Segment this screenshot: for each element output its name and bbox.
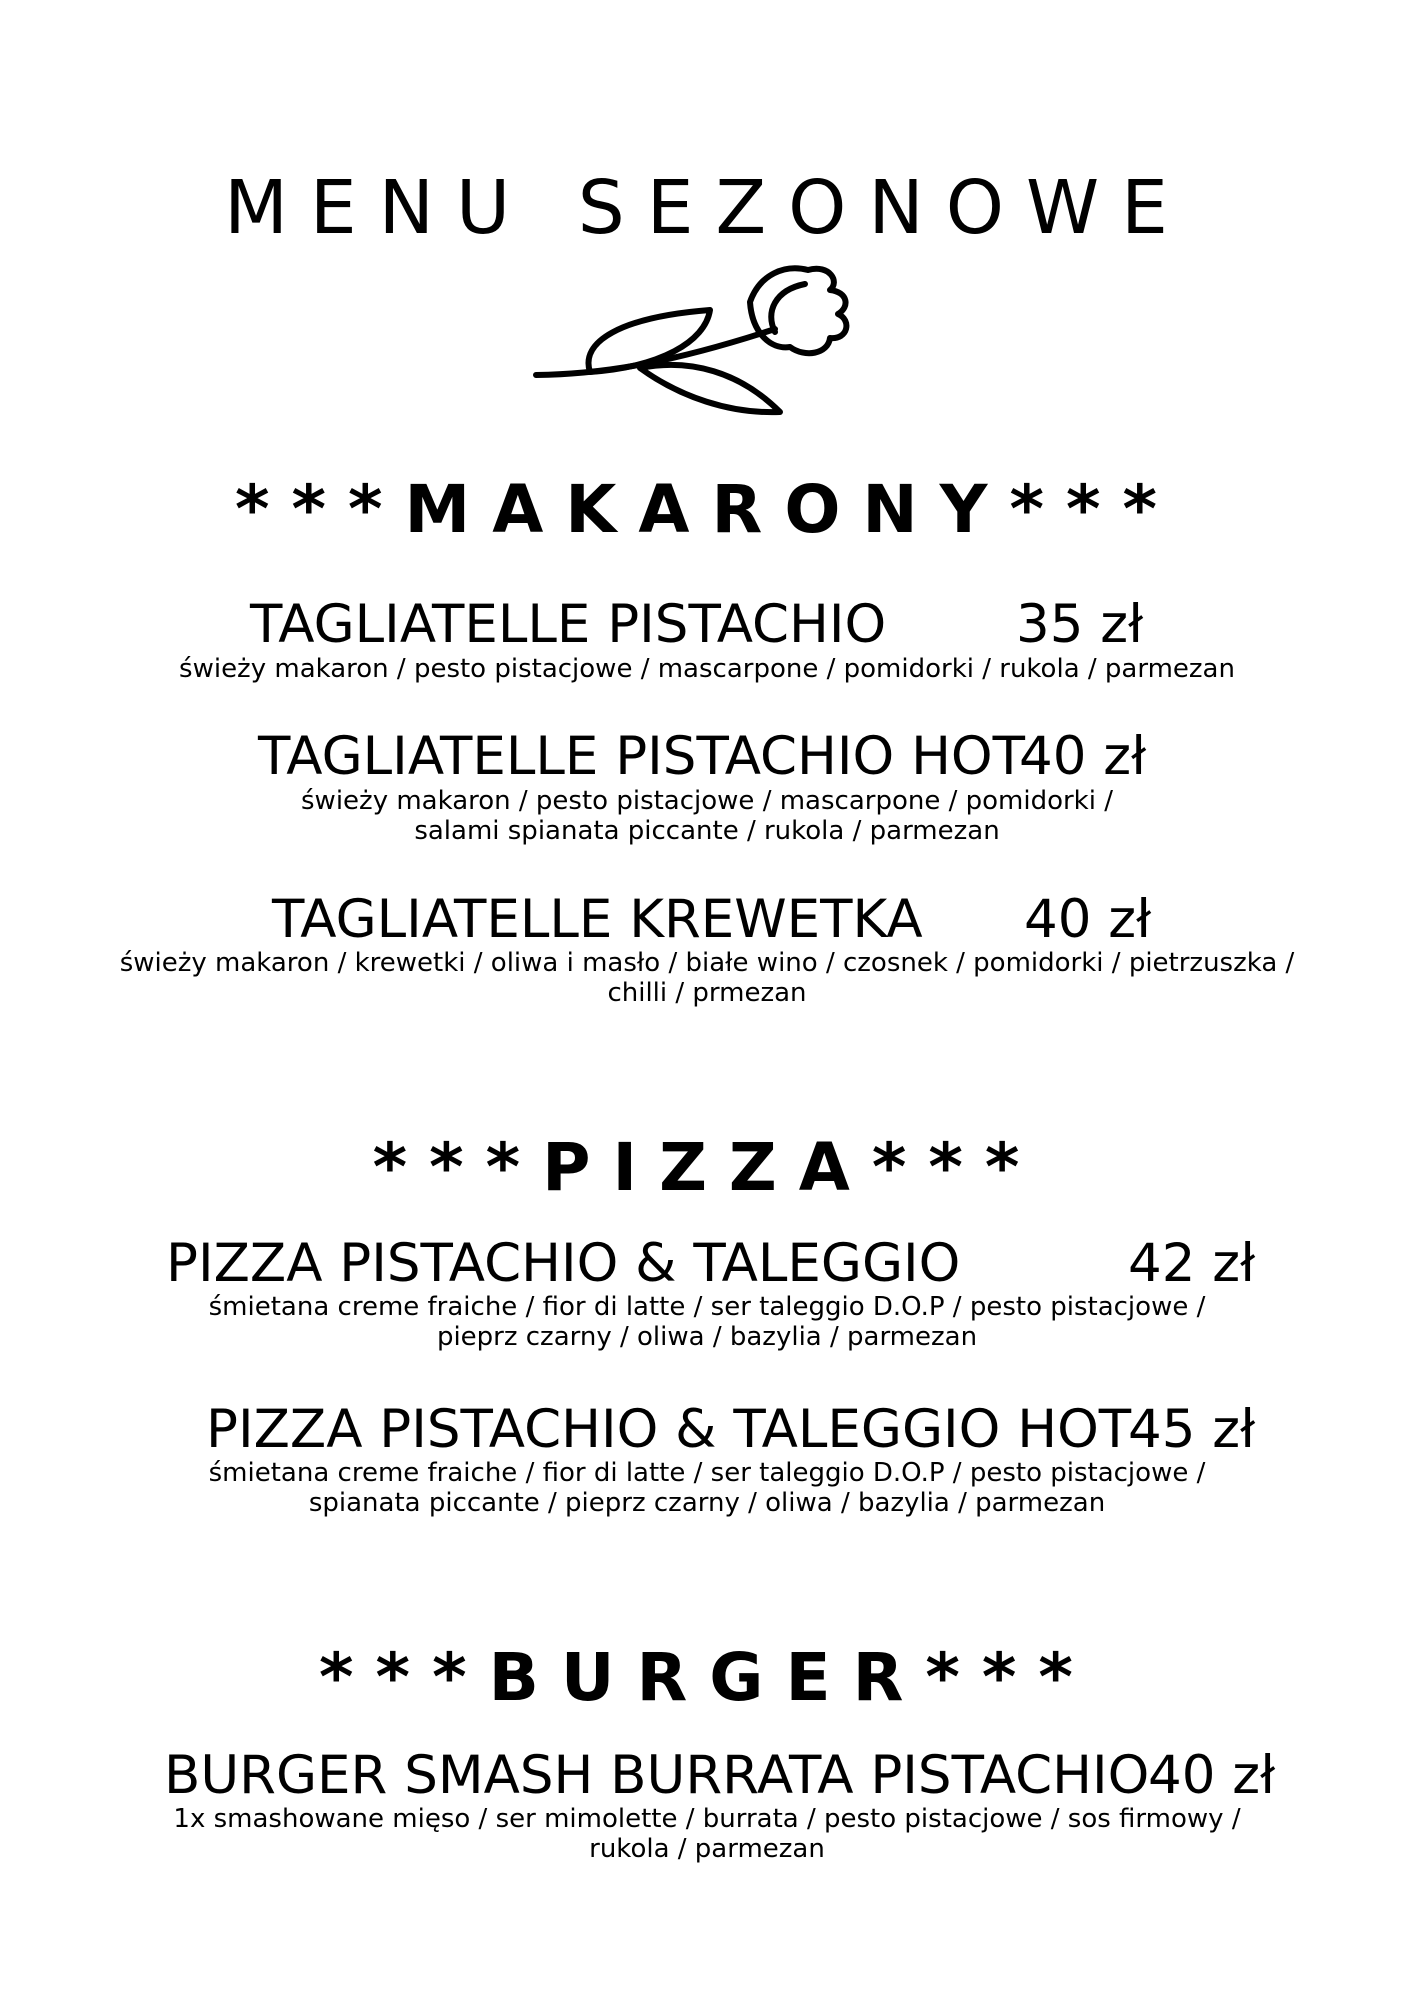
section-heading-burger: ***BURGER*** xyxy=(319,1639,1095,1716)
section-heading-makarony: ***MAKARONY*** xyxy=(234,471,1180,548)
tulip-icon xyxy=(530,262,870,422)
item-name: TAGLIATELLE PISTACHIO HOT xyxy=(258,726,1026,787)
item-description: chilli / prmezan xyxy=(607,978,807,1008)
item-description: świeży makaron / pesto pistacjowe / mascarpone / pomidorki / xyxy=(301,786,1113,816)
item-name: TAGLIATELLE PISTACHIO xyxy=(250,594,887,655)
item-description: śmietana creme fraiche / fior di latte / ser taleggio D.O.P / pesto pistacjowe / xyxy=(208,1292,1206,1322)
item-name: TAGLIATELLE KREWETKA xyxy=(272,889,923,950)
item-description: spianata piccante / pieprz czarny / oliwa / bazylia / parmezan xyxy=(308,1488,1106,1518)
item-price: 40 zł xyxy=(1148,1745,1276,1806)
item-price: 45 zł xyxy=(1128,1399,1256,1460)
item-name: PIZZA PISTACHIO & TALEGGIO xyxy=(166,1233,961,1294)
section-heading-pizza: ***PIZZA*** xyxy=(372,1129,1042,1206)
item-description: świeży makaron / krewetki / oliwa i masło / białe wino / czosnek / pomidorki / pietrzuszka / xyxy=(119,948,1295,978)
item-name: BURGER SMASH BURRATA PISTACHIO xyxy=(164,1745,1150,1806)
item-price: 42 zł xyxy=(1128,1233,1256,1294)
item-description: 1x smashowane mięso / ser mimolette / burrata / pesto pistacjowe / sos firmowy / xyxy=(173,1804,1241,1834)
item-price: 35 zł xyxy=(1016,594,1144,655)
item-description: rukola / parmezan xyxy=(589,1834,825,1864)
item-price: 40 zł xyxy=(1019,726,1147,787)
item-description: śmietana creme fraiche / fior di latte / ser taleggio D.O.P / pesto pistacjowe / xyxy=(208,1458,1206,1488)
item-name: PIZZA PISTACHIO & TALEGGIO HOT xyxy=(206,1399,1132,1460)
item-description: pieprz czarny / oliwa / bazylia / parmezan xyxy=(436,1322,978,1352)
item-price: 40 zł xyxy=(1024,889,1152,950)
menu-title: MENU SEZONOWE xyxy=(224,165,1190,251)
item-description: świeży makaron / pesto pistacjowe / mascarpone / pomidorki / rukola / parmezan xyxy=(179,654,1235,684)
item-description: salami spianata piccante / rukola / parmezan xyxy=(414,816,1000,846)
